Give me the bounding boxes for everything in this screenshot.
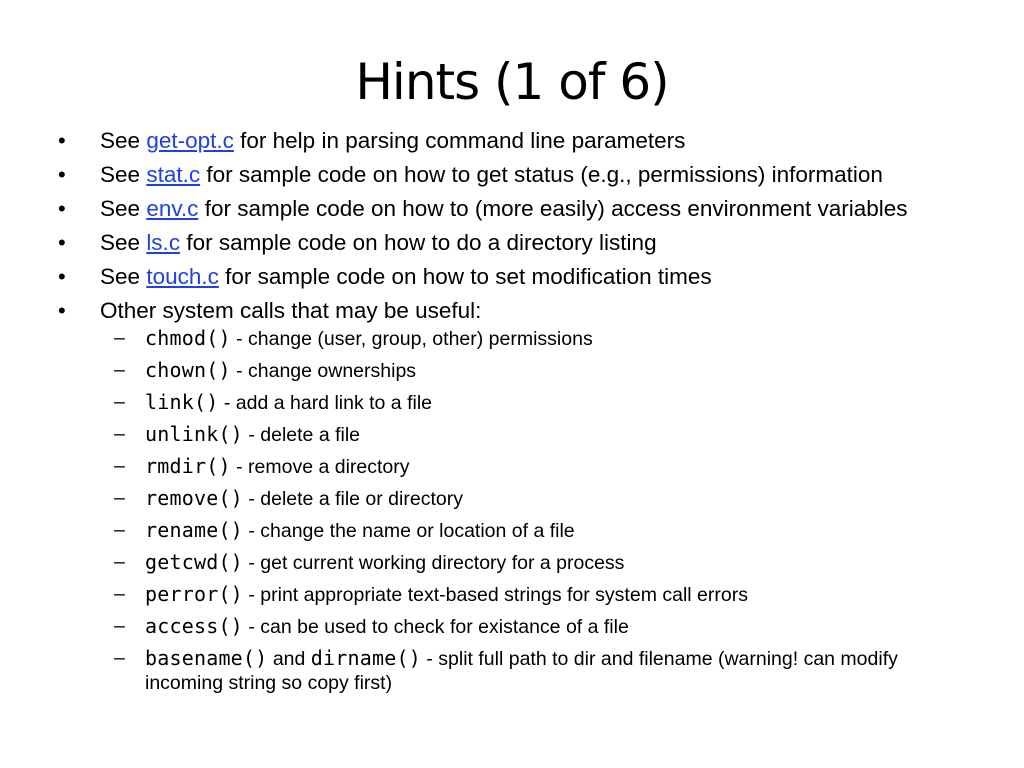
syscall-item (100, 550, 964, 575)
dash-icon: – (114, 647, 125, 669)
bullet-item-env (0, 196, 1024, 222)
bullet-item-other-calls (0, 298, 1024, 695)
syscall-item (100, 454, 964, 479)
bullet-text: for sample code on how to (more easily) access environment variables (204, 196, 908, 221)
syscall-desc: - print appropriate text-based strings for system call errors (242, 584, 748, 606)
syscall-item (100, 358, 964, 383)
syscall-desc: - change ownerships (230, 360, 417, 382)
dash-icon: – (114, 519, 125, 541)
syscall-desc: - delete a file (242, 424, 361, 446)
syscall-name: access() (145, 614, 243, 638)
syscall-name: remove() (145, 486, 243, 510)
syscall-name: dirname() (310, 646, 421, 670)
link-ls[interactable]: ls.c (146, 230, 181, 255)
syscall-item-basename-dirname (100, 646, 964, 695)
bullet-icon: • (58, 230, 66, 255)
bullet-prefix: See (100, 196, 141, 221)
link-touch[interactable]: touch.c (146, 264, 219, 289)
syscall-item (100, 518, 964, 543)
bullet-icon: • (58, 162, 66, 187)
syscall-item (100, 422, 964, 447)
syscall-item (100, 614, 964, 639)
syscall-name: link() (145, 390, 219, 414)
bullet-item-ls (0, 230, 1024, 256)
syscall-name: basename() (145, 646, 268, 670)
bullet-text: Other system calls that may be useful: (100, 298, 482, 323)
bullet-icon: • (58, 196, 66, 221)
bullet-prefix: See (100, 128, 141, 153)
dash-icon: – (114, 327, 125, 349)
syscall-list (100, 326, 964, 695)
link-get-opt[interactable]: get-opt.c (146, 128, 234, 153)
syscall-desc: - can be used to check for existance of a file (242, 616, 629, 638)
dash-icon: – (114, 615, 125, 637)
syscall-name: perror() (145, 582, 243, 606)
link-env[interactable]: env.c (146, 196, 199, 221)
syscall-item (100, 486, 964, 511)
bullet-item-getopt (0, 128, 1024, 154)
dash-icon: – (114, 551, 125, 573)
bullet-item-touch (0, 264, 1024, 290)
syscall-desc: - split full path to dir and filename (warning! can modify incoming string so copy first) (145, 648, 898, 694)
bullet-text: for sample code on how to set modification times (225, 264, 712, 289)
syscall-item (100, 326, 964, 351)
dash-icon: – (114, 487, 125, 509)
syscall-name: chown() (145, 358, 231, 382)
dash-icon: – (114, 583, 125, 605)
syscall-desc: - add a hard link to a file (218, 392, 432, 414)
bullet-list (0, 128, 1024, 695)
bullet-text: for help in parsing command line parameters (240, 128, 686, 153)
syscall-name: rmdir() (145, 454, 231, 478)
syscall-desc: - change (user, group, other) permissions (230, 328, 593, 350)
bullet-prefix: See (100, 230, 141, 255)
syscall-and: and (267, 648, 311, 670)
bullet-text: for sample code on how to do a directory listing (186, 230, 657, 255)
dash-icon: – (114, 455, 125, 477)
link-stat[interactable]: stat.c (146, 162, 201, 187)
syscall-item (100, 390, 964, 415)
slide-title: Hints (1 of 6) (355, 53, 669, 111)
syscall-name: chmod() (145, 326, 231, 350)
dash-icon: – (114, 359, 125, 381)
syscall-name: getcwd() (145, 550, 243, 574)
syscall-desc: - change the name or location of a file (242, 520, 575, 542)
bullet-prefix: See (100, 162, 141, 187)
syscall-desc: - get current working directory for a process (242, 552, 625, 574)
dash-icon: – (114, 423, 125, 445)
syscall-name: rename() (145, 518, 243, 542)
slide-content (0, 128, 1024, 703)
syscall-name: unlink() (145, 422, 243, 446)
bullet-icon: • (58, 128, 66, 153)
syscall-desc: - delete a file or directory (242, 488, 463, 510)
dash-icon: – (114, 391, 125, 413)
bullet-text: for sample code on how to get status (e.g., permissions) information (206, 162, 883, 187)
syscall-desc: - remove a directory (230, 456, 410, 478)
bullet-prefix: See (100, 264, 141, 289)
bullet-icon: • (58, 264, 66, 289)
bullet-item-stat (0, 162, 1024, 188)
syscall-item (100, 582, 964, 607)
bullet-icon: • (58, 298, 66, 323)
